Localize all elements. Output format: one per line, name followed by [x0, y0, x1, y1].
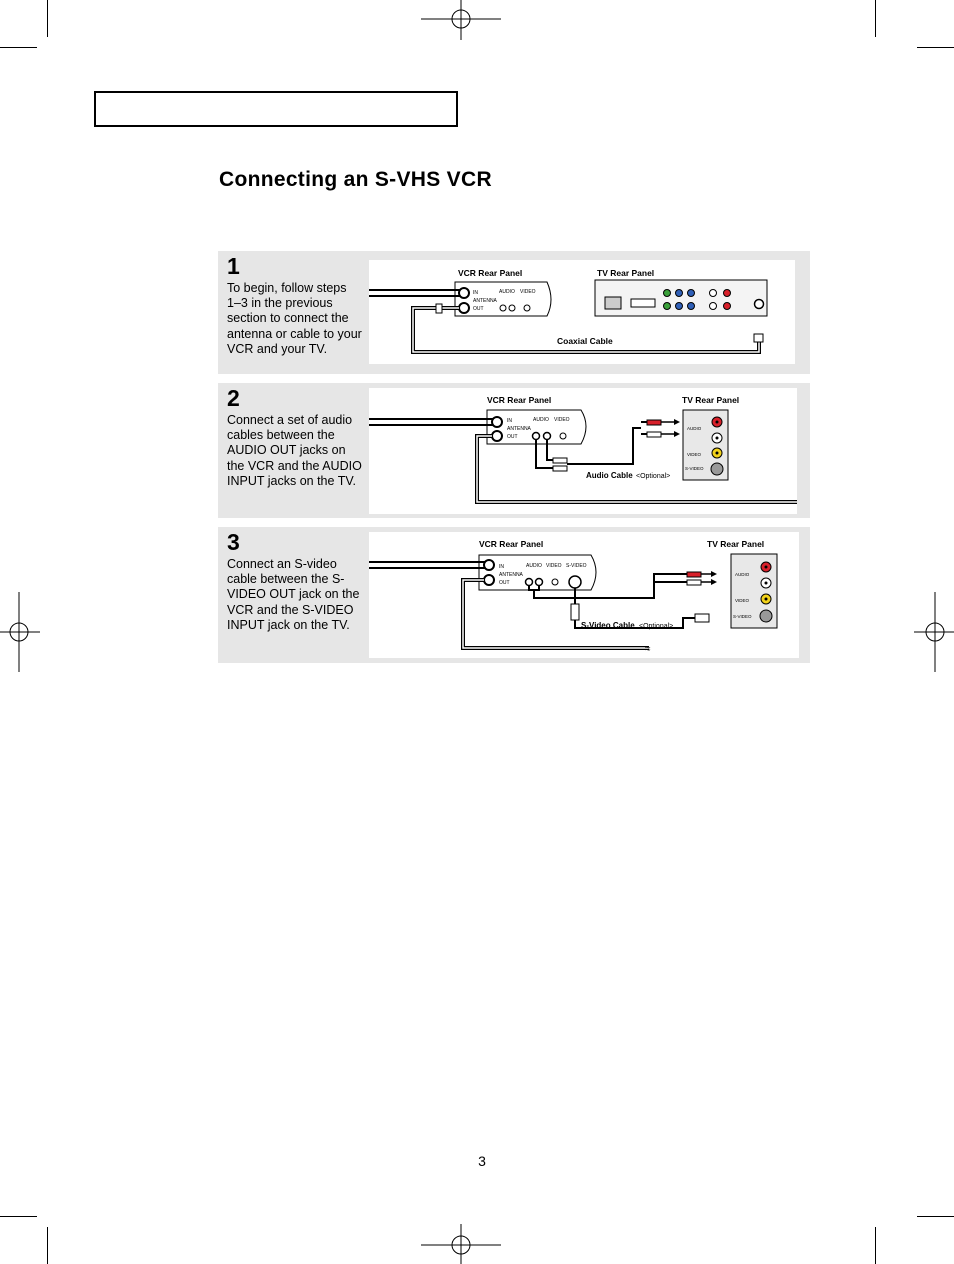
optional-label: <Optional>: [639, 623, 674, 630]
antenna-label: ANTENNA: [473, 298, 497, 304]
crop-mark: [0, 47, 37, 48]
connection-diagram: [369, 388, 797, 514]
step-2-panel: [218, 383, 810, 518]
registration-mark-top: [421, 0, 501, 40]
video-out-label: VIDEO: [554, 417, 570, 423]
step-text: Connect an S-video cable between the S-VIDEO OUT jack on the VCR and the S-VIDEO INPUT jack on the TV.: [227, 557, 360, 632]
step-text: To begin, follow steps 1–3 in the previous section to connect the antenna or cable to your VCR and your TV.: [227, 281, 362, 356]
step-number: 2: [227, 385, 240, 411]
crop-mark: [47, 0, 48, 37]
tv-svideo-label: S-VIDEO: [733, 614, 752, 619]
step-1-diagram: [369, 260, 795, 364]
tv-audio-label: AUDIO: [687, 426, 702, 431]
tv-panel-label: TV Rear Panel: [597, 268, 655, 278]
registration-mark-left: [0, 592, 40, 672]
tv-panel-label: TV Rear Panel: [682, 395, 740, 405]
antenna-label: ANTENNA: [499, 572, 523, 578]
step-text: Connect a set of audio cables between the AUDIO OUT jacks on the VCR and the AUDIO INPUT jacks on the TV.: [227, 413, 362, 488]
step-1-panel: [218, 251, 810, 374]
registration-mark-right: [914, 592, 954, 672]
registration-mark-bottom: [421, 1224, 501, 1264]
page-title: Connecting an S-VHS VCR: [219, 168, 492, 191]
in-label: IN: [507, 418, 512, 424]
crop-mark: [875, 0, 876, 37]
step-3-diagram: [369, 532, 799, 658]
tv-panel-label: TV Rear Panel: [707, 539, 765, 549]
audio-out-label: AUDIO: [526, 563, 542, 569]
audio-out-label: AUDIO: [499, 289, 515, 295]
crop-mark: [0, 1216, 37, 1217]
step-3-panel: [218, 527, 810, 663]
cable-break-mark: ≈: [645, 644, 651, 655]
tv-video-label: VIDEO: [735, 598, 750, 603]
out-label: OUT: [499, 580, 510, 586]
audio-out-label: AUDIO: [533, 417, 549, 423]
audio-cable-label: Audio Cable: [586, 471, 633, 480]
connection-diagram: [369, 532, 799, 658]
coaxial-cable-label: Coaxial Cable: [557, 336, 613, 346]
crop-mark: [875, 1227, 876, 1264]
step-number: 3: [227, 529, 240, 555]
optional-label: <Optional>: [636, 473, 671, 480]
crop-mark: [47, 1227, 48, 1264]
video-out-label: VIDEO: [520, 289, 536, 295]
crop-mark: [917, 47, 954, 48]
crop-mark: [917, 1216, 954, 1217]
vcr-panel-label: VCR Rear Panel: [487, 395, 552, 405]
svideo-cable-label: S-Video Cable: [581, 621, 635, 630]
page-number: 3: [478, 1153, 486, 1169]
connection-diagram: [369, 260, 795, 364]
video-out-label: VIDEO: [546, 563, 562, 569]
out-label: OUT: [507, 434, 518, 440]
step-2-diagram: [369, 388, 797, 514]
out-label: OUT: [473, 306, 484, 312]
in-label: IN: [499, 564, 504, 570]
tv-svideo-label: S-VIDEO: [685, 466, 704, 471]
section-header-box: [94, 91, 458, 127]
tv-video-label: VIDEO: [687, 452, 702, 457]
antenna-label: ANTENNA: [507, 426, 531, 432]
step-number: 1: [227, 253, 240, 279]
in-label: IN: [473, 290, 478, 296]
vcr-panel-label: VCR Rear Panel: [479, 539, 544, 549]
svideo-out-label: S-VIDEO: [566, 563, 587, 569]
vcr-panel-label: VCR Rear Panel: [458, 268, 523, 278]
tv-audio-label: AUDIO: [735, 572, 750, 577]
